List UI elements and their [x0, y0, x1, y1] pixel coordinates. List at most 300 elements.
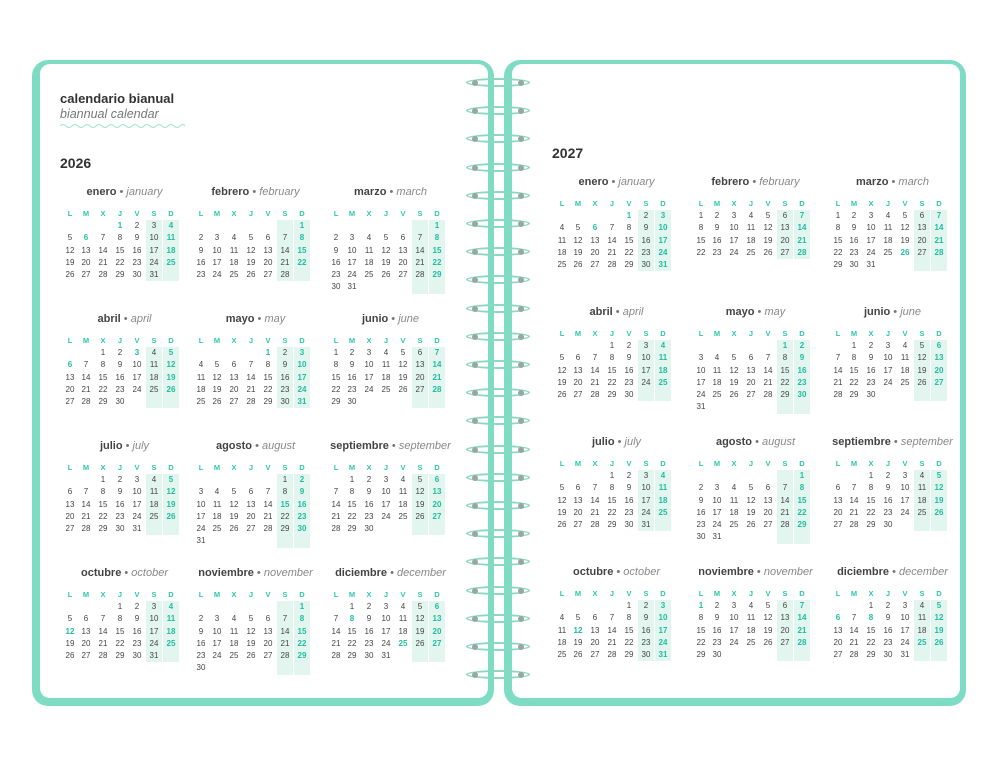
day-cell: 29: [347, 524, 357, 534]
day-cell: 19: [931, 495, 947, 507]
weekday-letter: V: [902, 199, 908, 208]
day-cell: 5: [748, 483, 754, 493]
day-cell: 24: [212, 651, 222, 661]
day-cell: 3: [731, 601, 737, 610]
empty-day-cell: [243, 601, 259, 613]
weekday-letter: M: [713, 199, 721, 208]
day-cell: 5: [931, 600, 947, 612]
empty-day-cell: [378, 523, 394, 535]
week-row: [62, 245, 187, 257]
day-cell: 9: [868, 353, 874, 363]
day-cell: 3: [885, 341, 891, 350]
empty-day-cell: [361, 281, 377, 293]
day-cell: 2: [333, 233, 339, 243]
empty-day-cell: [709, 340, 725, 352]
day-cell: 8: [868, 613, 874, 623]
day-cell: 4: [748, 211, 754, 220]
day-cell: 26: [65, 270, 75, 280]
weekday-header: [554, 198, 679, 210]
empty-day-cell: [604, 210, 620, 222]
weekday-letter: V: [265, 209, 271, 218]
weekday-letter: X: [366, 590, 372, 599]
weekday-letter: D: [434, 209, 440, 218]
day-cell: 20: [81, 257, 91, 267]
empty-day-cell: [846, 600, 862, 612]
weekday-header: [62, 335, 187, 347]
day-cell: 30: [132, 651, 142, 661]
month-name-en: september: [398, 440, 451, 452]
week-row: [193, 523, 318, 535]
week-row: [328, 257, 453, 269]
day-cell: 26: [729, 390, 739, 400]
day-cell: 29: [794, 519, 810, 531]
day-cell: 1: [626, 601, 632, 610]
day-cell: 22: [115, 638, 125, 648]
weekday-letter: V: [902, 589, 908, 598]
day-cell: 26: [381, 270, 391, 280]
day-cell: 10: [146, 613, 162, 625]
day-cell: 23: [132, 257, 142, 267]
day-cell: 6: [265, 233, 271, 243]
weekday-letter: X: [366, 209, 372, 218]
empty-day-cell: [554, 210, 570, 222]
day-cell: 11: [229, 245, 239, 255]
empty-day-cell: [726, 470, 742, 482]
day-cell: 1: [100, 475, 106, 484]
month-september-2027: [830, 436, 955, 531]
month-title: [318, 440, 463, 452]
week-row: [830, 389, 955, 401]
day-cell: 24: [712, 520, 722, 530]
day-cell: 25: [163, 257, 179, 269]
day-cell: 7: [609, 613, 615, 623]
weekday-letter: V: [400, 590, 406, 599]
month-name-en: may: [264, 313, 286, 325]
day-cell: 21: [607, 637, 617, 647]
empty-day-cell: [78, 347, 94, 359]
day-cell: 30: [132, 270, 142, 280]
week-row: [328, 372, 453, 384]
empty-day-cell: [914, 519, 930, 531]
empty-day-cell: [429, 650, 445, 662]
weekday-letter: D: [168, 463, 174, 472]
day-cell: 12: [573, 235, 583, 245]
empty-day-cell: [830, 340, 846, 352]
day-cell: 13: [590, 235, 600, 245]
day-cell: 14: [263, 499, 273, 509]
day-cell: 25: [381, 384, 391, 394]
day-cell: 2: [277, 347, 293, 359]
empty-day-cell: [328, 601, 344, 613]
day-cell: 4: [902, 341, 908, 350]
empty-day-cell: [760, 340, 776, 352]
day-cell: 1: [626, 211, 632, 220]
weekday-header: [193, 589, 318, 601]
day-cell: 14: [607, 235, 617, 245]
day-cell: 29: [866, 650, 876, 660]
day-cell: 27: [833, 520, 843, 530]
month-title: [52, 313, 197, 325]
day-cell: 31: [294, 396, 310, 408]
weekday-header: [693, 458, 818, 470]
day-cell: 31: [381, 651, 391, 661]
day-cell: 16: [696, 507, 706, 517]
week-row: [693, 637, 818, 649]
week-row: [554, 377, 679, 389]
week-row: [62, 384, 187, 396]
weekday-letter: J: [748, 329, 754, 338]
day-cell: 17: [146, 626, 162, 638]
day-cell: 5: [902, 211, 908, 220]
day-cell: 27: [412, 384, 428, 396]
empty-day-cell: [95, 601, 111, 613]
day-cell: 21: [777, 507, 793, 519]
day-cell: 6: [575, 483, 581, 493]
day-cell: 16: [638, 235, 654, 247]
day-cell: 13: [590, 625, 600, 635]
day-cell: 1: [117, 602, 123, 611]
day-cell: 24: [900, 507, 910, 517]
day-cell: 31: [712, 532, 722, 542]
weekday-letter: M: [574, 199, 582, 208]
empty-day-cell: [587, 470, 603, 482]
day-cell: 4: [655, 470, 671, 482]
day-cell: 20: [429, 626, 445, 638]
day-cell: 23: [883, 637, 893, 647]
day-cell: 18: [398, 626, 408, 636]
month-name-es: noviembre: [198, 567, 254, 579]
separator-dot: •: [252, 440, 262, 452]
month-title: [318, 186, 463, 198]
day-cell: 18: [381, 372, 391, 382]
day-cell: 17: [364, 372, 374, 382]
month-september-2026: [328, 440, 453, 535]
day-cell: 18: [883, 235, 893, 245]
month-name-es: febrero: [711, 176, 750, 188]
day-cell: 8: [698, 613, 704, 623]
week-row: [554, 210, 679, 222]
month-august-2027: [693, 436, 818, 544]
empty-day-cell: [743, 531, 759, 543]
empty-day-cell: [554, 340, 570, 352]
day-cell: 17: [347, 257, 357, 267]
day-cell: 28: [794, 637, 810, 649]
week-row: [554, 519, 679, 531]
day-cell: 19: [163, 499, 179, 511]
day-cell: 12: [163, 486, 179, 498]
empty-day-cell: [638, 389, 654, 401]
punch-hole: [518, 193, 524, 199]
weekday-letter: V: [134, 463, 140, 472]
day-cell: 26: [746, 520, 756, 530]
punch-hole: [518, 334, 524, 340]
day-cell: 9: [277, 359, 293, 371]
day-cell: 19: [557, 377, 567, 387]
day-cell: 21: [794, 625, 810, 637]
day-cell: 8: [777, 352, 793, 364]
day-cell: 14: [849, 625, 859, 635]
week-row: [554, 482, 679, 494]
day-cell: 14: [931, 222, 947, 234]
weekday-letter: L: [559, 589, 565, 598]
weekday-letter: S: [643, 329, 649, 338]
month-name-es: mayo: [225, 313, 255, 325]
day-cell: 25: [900, 377, 910, 387]
week-row: [328, 650, 453, 662]
day-cell: 21: [98, 638, 108, 648]
week-row: [328, 384, 453, 396]
day-cell: 4: [748, 601, 754, 610]
day-cell: 16: [132, 626, 142, 636]
week-row: [62, 372, 187, 384]
punch-hole: [518, 475, 524, 481]
month-october-2027: [554, 566, 679, 661]
week-row: [554, 625, 679, 637]
day-cell: 20: [931, 365, 947, 377]
week-row: [693, 482, 818, 494]
day-cell: 3: [698, 353, 704, 363]
day-cell: 2: [117, 348, 123, 357]
empty-day-cell: [294, 269, 310, 281]
day-cell: 17: [294, 372, 310, 384]
day-cell: 28: [412, 269, 428, 281]
weekday-letter: L: [698, 589, 704, 598]
day-cell: 8: [429, 232, 445, 244]
day-cell: 22: [607, 507, 617, 517]
day-cell: 23: [115, 511, 125, 521]
day-cell: 19: [246, 257, 256, 267]
week-row: [62, 523, 187, 535]
day-cell: 16: [294, 499, 310, 511]
punch-hole: [472, 221, 478, 227]
day-cell: 26: [412, 638, 428, 650]
week-row: [328, 359, 453, 371]
month-title: [683, 566, 828, 578]
day-cell: 27: [246, 524, 256, 534]
day-cell: 12: [412, 486, 428, 498]
month-name-en: december: [899, 566, 948, 578]
day-cell: 25: [746, 247, 756, 257]
day-cell: 3: [714, 483, 720, 493]
weekday-letter: D: [799, 329, 805, 338]
day-cell: 17: [381, 626, 391, 636]
day-cell: 10: [132, 487, 142, 497]
week-row: [554, 235, 679, 247]
punch-hole: [472, 80, 478, 86]
day-cell: 2: [294, 474, 310, 486]
day-cell: 23: [132, 638, 142, 648]
day-cell: 19: [65, 638, 75, 648]
weekday-letter: M: [213, 590, 221, 599]
separator-dot: •: [249, 186, 260, 198]
punch-hole: [518, 588, 524, 594]
week-row: [62, 257, 187, 269]
weekday-letter: M: [82, 336, 90, 345]
day-cell: 9: [366, 614, 372, 624]
day-cell: 27: [65, 397, 75, 407]
day-cell: 16: [624, 495, 634, 505]
day-cell: 29: [866, 520, 876, 530]
day-cell: 3: [383, 602, 389, 611]
day-cell: 23: [294, 511, 310, 523]
day-cell: 19: [900, 235, 910, 245]
day-cell: 10: [381, 614, 391, 624]
week-row: [554, 495, 679, 507]
punch-hole: [472, 588, 478, 594]
week-row: [693, 222, 818, 234]
day-cell: 9: [885, 613, 891, 623]
weekday-letter: D: [936, 459, 942, 468]
week-row: [830, 625, 955, 637]
separator-dot: •: [890, 306, 901, 318]
day-cell: 11: [146, 359, 162, 371]
day-cell: 25: [398, 638, 408, 648]
month-name-es: abril: [97, 313, 121, 325]
day-cell: 8: [333, 360, 339, 370]
empty-day-cell: [78, 220, 94, 232]
day-cell: 18: [163, 245, 179, 257]
day-cell: 15: [777, 365, 793, 377]
month-name-en: november: [263, 567, 313, 579]
month-june-2026: [328, 313, 453, 408]
day-cell: 4: [559, 223, 565, 233]
weekday-letter: V: [400, 209, 406, 218]
day-cell: 11: [229, 626, 239, 636]
empty-day-cell: [260, 474, 276, 486]
day-cell: 23: [277, 384, 293, 396]
day-cell: 6: [931, 340, 947, 352]
empty-day-cell: [726, 649, 742, 661]
weekday-letter: X: [731, 329, 737, 338]
day-cell: 30: [294, 523, 310, 535]
weekday-letter: J: [748, 199, 754, 208]
day-cell: 10: [655, 222, 671, 234]
week-row: [62, 613, 187, 625]
day-cell: 2: [638, 600, 654, 612]
day-cell: 2: [638, 210, 654, 222]
weekday-letter: J: [383, 209, 389, 218]
day-cell: 3: [214, 614, 220, 624]
day-cell: 13: [81, 626, 91, 636]
day-cell: 16: [331, 257, 341, 267]
day-cell: 12: [557, 495, 567, 505]
day-cell: 7: [851, 613, 857, 623]
day-cell: 29: [277, 523, 293, 535]
day-cell: 15: [849, 365, 859, 375]
day-cell: 18: [146, 499, 162, 511]
day-cell: 3: [146, 220, 162, 232]
weekday-letter: D: [799, 199, 805, 208]
empty-day-cell: [880, 389, 896, 401]
empty-day-cell: [570, 210, 586, 222]
day-cell: 5: [559, 353, 565, 363]
day-cell: 30: [794, 389, 810, 401]
empty-day-cell: [95, 220, 111, 232]
month-name-es: abril: [589, 306, 613, 318]
page-title: calendario bianual: [60, 91, 175, 106]
day-cell: 22: [777, 377, 793, 389]
day-cell: 18: [914, 625, 930, 637]
separator-dot: •: [254, 313, 265, 325]
weekday-letter: L: [835, 329, 841, 338]
day-cell: 11: [655, 352, 671, 364]
week-row: [328, 396, 453, 408]
empty-day-cell: [243, 662, 259, 674]
month-name-en: august: [262, 440, 296, 452]
week-row: [554, 365, 679, 377]
empty-day-cell: [760, 401, 776, 413]
week-row: [62, 499, 187, 511]
weekday-letter: D: [660, 199, 666, 208]
week-row: [62, 474, 187, 486]
day-cell: 26: [246, 651, 256, 661]
empty-day-cell: [378, 396, 394, 408]
weekday-letter: X: [868, 329, 874, 338]
separator-dot: •: [888, 176, 899, 188]
day-cell: 8: [349, 614, 355, 624]
weekday-letter: D: [936, 329, 942, 338]
month-name-en: december: [397, 567, 446, 579]
week-row: [62, 359, 187, 371]
week-row: [693, 352, 818, 364]
week-row: [62, 626, 187, 638]
week-row: [693, 612, 818, 624]
day-cell: 11: [914, 482, 930, 494]
separator-dot: •: [386, 186, 397, 198]
month-name-es: octubre: [572, 566, 614, 578]
weekday-letter: M: [713, 329, 721, 338]
empty-day-cell: [277, 662, 293, 674]
day-cell: 8: [609, 483, 615, 493]
day-cell: 2: [349, 348, 355, 357]
weekday-letter: X: [592, 589, 598, 598]
day-cell: 27: [833, 650, 843, 660]
day-cell: 14: [794, 612, 810, 624]
day-cell: 1: [294, 601, 310, 613]
week-row: [693, 470, 818, 482]
week-row: [328, 601, 453, 613]
day-cell: 25: [712, 390, 722, 400]
day-cell: 21: [590, 507, 600, 517]
week-row: [554, 649, 679, 661]
day-cell: 23: [624, 377, 634, 387]
day-cell: 17: [212, 257, 222, 267]
day-cell: 25: [557, 260, 567, 270]
day-cell: 7: [248, 360, 254, 370]
day-cell: 7: [794, 600, 810, 612]
weekday-header: [693, 588, 818, 600]
weekday-letter: X: [868, 459, 874, 468]
day-cell: 3: [198, 487, 204, 497]
weekday-header: [62, 589, 187, 601]
week-row: [830, 507, 955, 519]
day-cell: 10: [381, 487, 391, 497]
weekday-header: [328, 208, 453, 220]
day-cell: 30: [277, 396, 293, 408]
day-cell: 12: [931, 482, 947, 494]
day-cell: 25: [914, 637, 930, 649]
week-row: [62, 220, 187, 232]
week-row: [830, 470, 955, 482]
day-cell: 18: [196, 384, 206, 394]
punch-hole: [472, 193, 478, 199]
week-row: [193, 232, 318, 244]
day-cell: 9: [134, 614, 140, 624]
day-cell: 24: [364, 384, 374, 394]
weekday-letter: D: [660, 459, 666, 468]
day-cell: 28: [590, 520, 600, 530]
weekday-letter: X: [100, 209, 106, 218]
